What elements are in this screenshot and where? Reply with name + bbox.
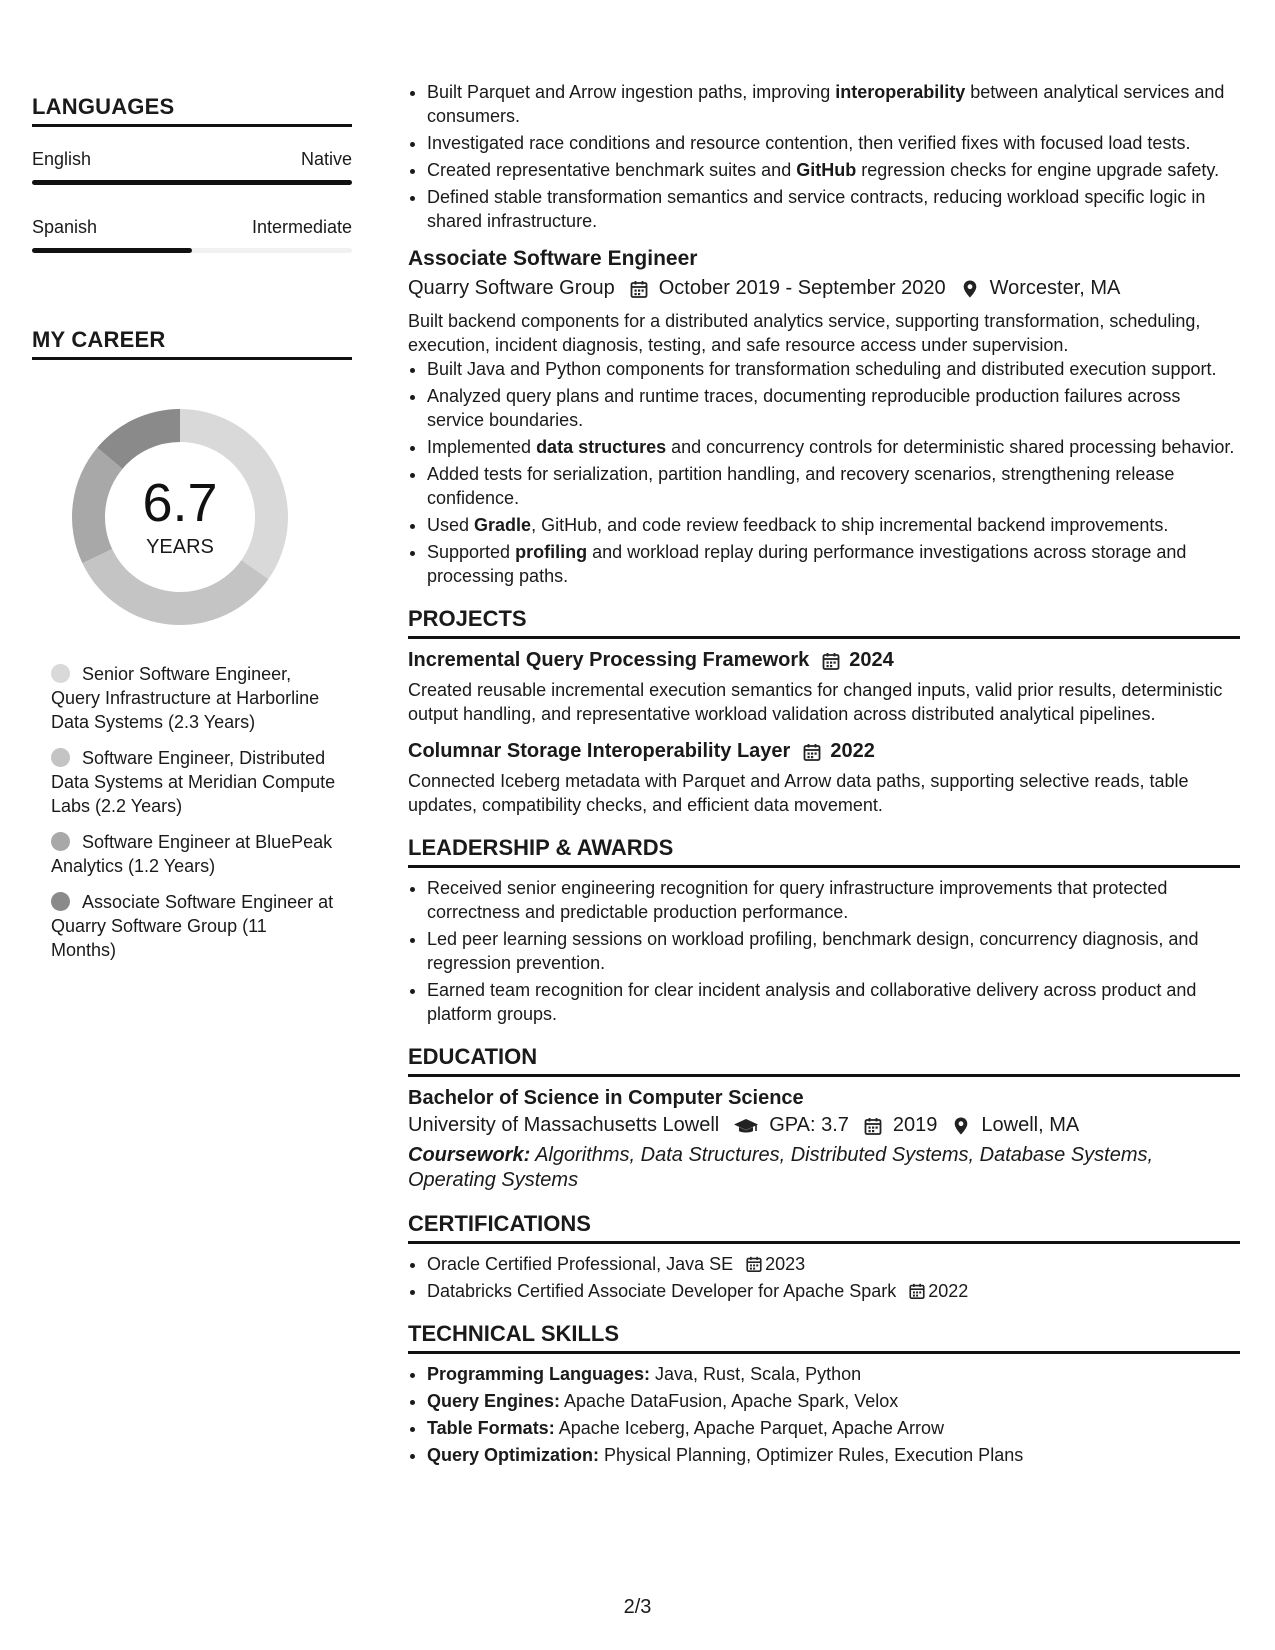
education-meta [408,1114,1240,1137]
job-company: Quarry Software Group [408,277,615,299]
career-legend [51,662,336,962]
project-title: Incremental Query Processing Framework [408,649,810,671]
bullet-keyword: profiling [515,542,588,562]
legend-label: Software Engineer, Distributed Data Systems at Meridian Compute Labs (2.2 Years) [51,748,336,816]
legend-swatch [51,748,70,767]
certification-item [427,1279,1240,1303]
bullet-text: and concurrency controls for deterministic shared processing behavior. [666,437,1235,457]
legend-label: Software Engineer at BluePeak Analytics (1.2 Years) [51,832,333,876]
bullet-text: Supported [427,542,516,562]
project-title-row [408,740,1240,763]
education-school: University of Massachusetts Lowell [408,1114,720,1136]
bullet-item [427,540,1240,588]
education-gpa: GPA: 3.7 [769,1114,849,1136]
project-title-row [408,649,1240,672]
career-donut-center [65,402,295,632]
certification-item [427,1252,1240,1276]
skill-item [427,1443,1240,1467]
job-dates: October 2019 - September 2020 [658,277,946,299]
language-level: Native [300,149,352,169]
language-bar [32,248,352,253]
award-item: • Received senior engineering recognition for query infrastructure improvements that protected correctness and predictable production performance. [427,876,1240,924]
certification-name: Oracle Certified Professional, Java SE [427,1254,734,1274]
language-level: Intermediate [251,217,352,237]
calendar-icon [629,279,649,299]
bullet-item [427,185,1240,233]
career-legend-item [51,890,336,962]
bullet-text: Added tests for serialization, partition handling, and recovery scenarios, strengthening release confidence. [427,464,1175,508]
certifications-heading: CERTIFICATIONS [408,1211,1240,1244]
job-location: Worcester, MA [989,277,1121,299]
award-item: • Earned team recognition for clear incident analysis and collaborative delivery across product and platform groups. [427,978,1240,1026]
bullet-keyword: GitHub [796,160,857,180]
job-title: Associate Software Engineer [408,247,698,270]
skill-item [427,1362,1240,1386]
project-description: Created reusable incremental execution semantics for changed inputs, valid prior results, deterministic output handling, and representative workload validation across distributed analytical pipelines. [408,680,1223,724]
bullet-text: Used [427,515,475,535]
education-heading: EDUCATION [408,1044,1240,1077]
legend-swatch [51,892,70,911]
bullet-item [427,80,1240,128]
bullet-keyword: data structures [536,437,667,457]
career-legend-item [51,746,336,818]
calendar-icon [745,1255,763,1273]
language-item [32,217,352,238]
calendar-icon [802,742,822,762]
main-content [408,80,1240,1470]
legend-swatch [51,832,70,851]
bullet-item [427,131,1240,155]
language-bar-fill [32,180,352,185]
bullet-text: regression checks for engine upgrade safety. [856,160,1220,180]
bullet-text: Investigated race conditions and resource contention, then verified fixes with focused load tests. [427,133,1191,153]
graduation-cap-icon [733,1116,759,1136]
bullet-text: Implemented [427,437,537,457]
bullet-item [427,435,1240,459]
bullet-text: Created representative benchmark suites and [427,160,797,180]
bullet-keyword: Gradle [474,515,532,535]
language-item [32,149,352,170]
language-bar-fill [32,248,192,253]
legend-swatch [51,664,70,683]
bullet-item [427,158,1240,182]
career-legend-item [51,830,336,878]
language-name: English [32,149,92,169]
project-year: 2022 [830,740,875,762]
skills-list [408,1362,1240,1467]
projects-heading: PROJECTS [408,606,1240,639]
calendar-icon [908,1282,926,1300]
job-summary: Built backend components for a distributed analytics service, supporting transformation, scheduling, execution, incident diagnosis, testing, and safe resource access under supervision. [408,311,1201,355]
calendar-icon [863,1116,883,1136]
bullet-item [427,384,1240,432]
career-total: 6.7 [142,472,218,533]
languages-list [32,149,352,253]
bullet-text: and workload replay during performance investigations across storage and processing paths. [427,542,1187,586]
bullet-item [427,462,1240,510]
location-pin-icon [960,279,980,299]
leadership-list [408,876,1240,1026]
career-legend-item [51,662,336,734]
bullet-keyword: interoperability [835,82,966,102]
skill-item [427,1416,1240,1440]
legend-label: Associate Software Engineer at Quarry Software Group (11 Months) [51,892,334,960]
skill-item [427,1389,1240,1413]
coursework-label: Coursework: [408,1144,531,1166]
skill-category: Programming Languages: [427,1364,651,1384]
sidebar [32,94,352,974]
project-year: 2024 [849,649,894,671]
project-description: Connected Iceberg metadata with Parquet and Arrow data paths, supporting selective reads, table updates, compatibility checks, and efficient data movement. [408,771,1189,815]
skill-values: Java, Rust, Scala, Python [650,1364,862,1384]
certifications-list [408,1252,1240,1303]
career-heading: MY CAREER [32,327,352,360]
project-title: Columnar Storage Interoperability Layer [408,740,791,762]
education-location: Lowell, MA [981,1114,1080,1136]
skill-values: Apache Iceberg, Apache Parquet, Apache Arrow [554,1418,944,1438]
career-unit: YEARS [146,535,214,558]
job-bullets [408,357,1240,588]
leadership-heading: LEADERSHIP & AWARDS [408,835,1240,868]
bullet-text: Analyzed query plans and runtime traces, documenting reproducible production failures across service boundaries. [427,386,1181,430]
language-name: Spanish [32,217,98,237]
coursework-list: Algorithms, Data Structures, Distributed Systems, Database Systems, Operating Systems [408,1144,1154,1191]
bullet-text: , GitHub, and code review feedback to ship incremental backend improvements. [531,515,1169,535]
projects-list [408,649,1240,817]
legend-label: Senior Software Engineer, Query Infrastructure at Harborline Data Systems (2.3 Years) [51,664,320,732]
skill-values: Apache DataFusion, Apache Spark, Velox [560,1391,899,1411]
award-item: • Led peer learning sessions on workload profiling, benchmark design, concurrency diagnosis, and regression prevention. [427,927,1240,975]
page-number: 2/3 [623,1596,652,1618]
education-degree: Bachelor of Science in Computer Science [408,1087,804,1109]
languages-heading: LANGUAGES [32,94,352,127]
job-meta [408,277,1240,300]
education-year: 2019 [892,1114,938,1136]
skill-values: Physical Planning, Optimizer Rules, Execution Plans [599,1445,1024,1465]
certification-year: 2022 [928,1281,969,1301]
education-coursework [408,1143,1240,1193]
skills-heading: TECHNICAL SKILLS [408,1321,1240,1354]
bullet-text: between analytical services and consumers. [427,82,1225,126]
location-pin-icon [951,1116,971,1136]
certification-year: 2023 [765,1254,806,1274]
previous-job-bullets [408,80,1240,233]
bullet-item [427,357,1240,381]
certification-name: Databricks Certified Associate Developer for Apache Spark [427,1281,897,1301]
calendar-icon [821,651,841,671]
bullet-text: Defined stable transformation semantics and service contracts, reducing workload specific logic in shared infrastructure. [427,187,1206,231]
bullet-text: Built Java and Python components for transformation scheduling and distributed execution support. [427,359,1217,379]
bullet-item [427,513,1240,537]
language-bar [32,180,352,185]
skill-category: Query Engines: [427,1391,561,1411]
skill-category: Query Optimization: [427,1445,600,1465]
skill-category: Table Formats: [427,1418,555,1438]
career-donut [65,402,295,632]
bullet-text: Built Parquet and Arrow ingestion paths, improving [427,82,836,102]
